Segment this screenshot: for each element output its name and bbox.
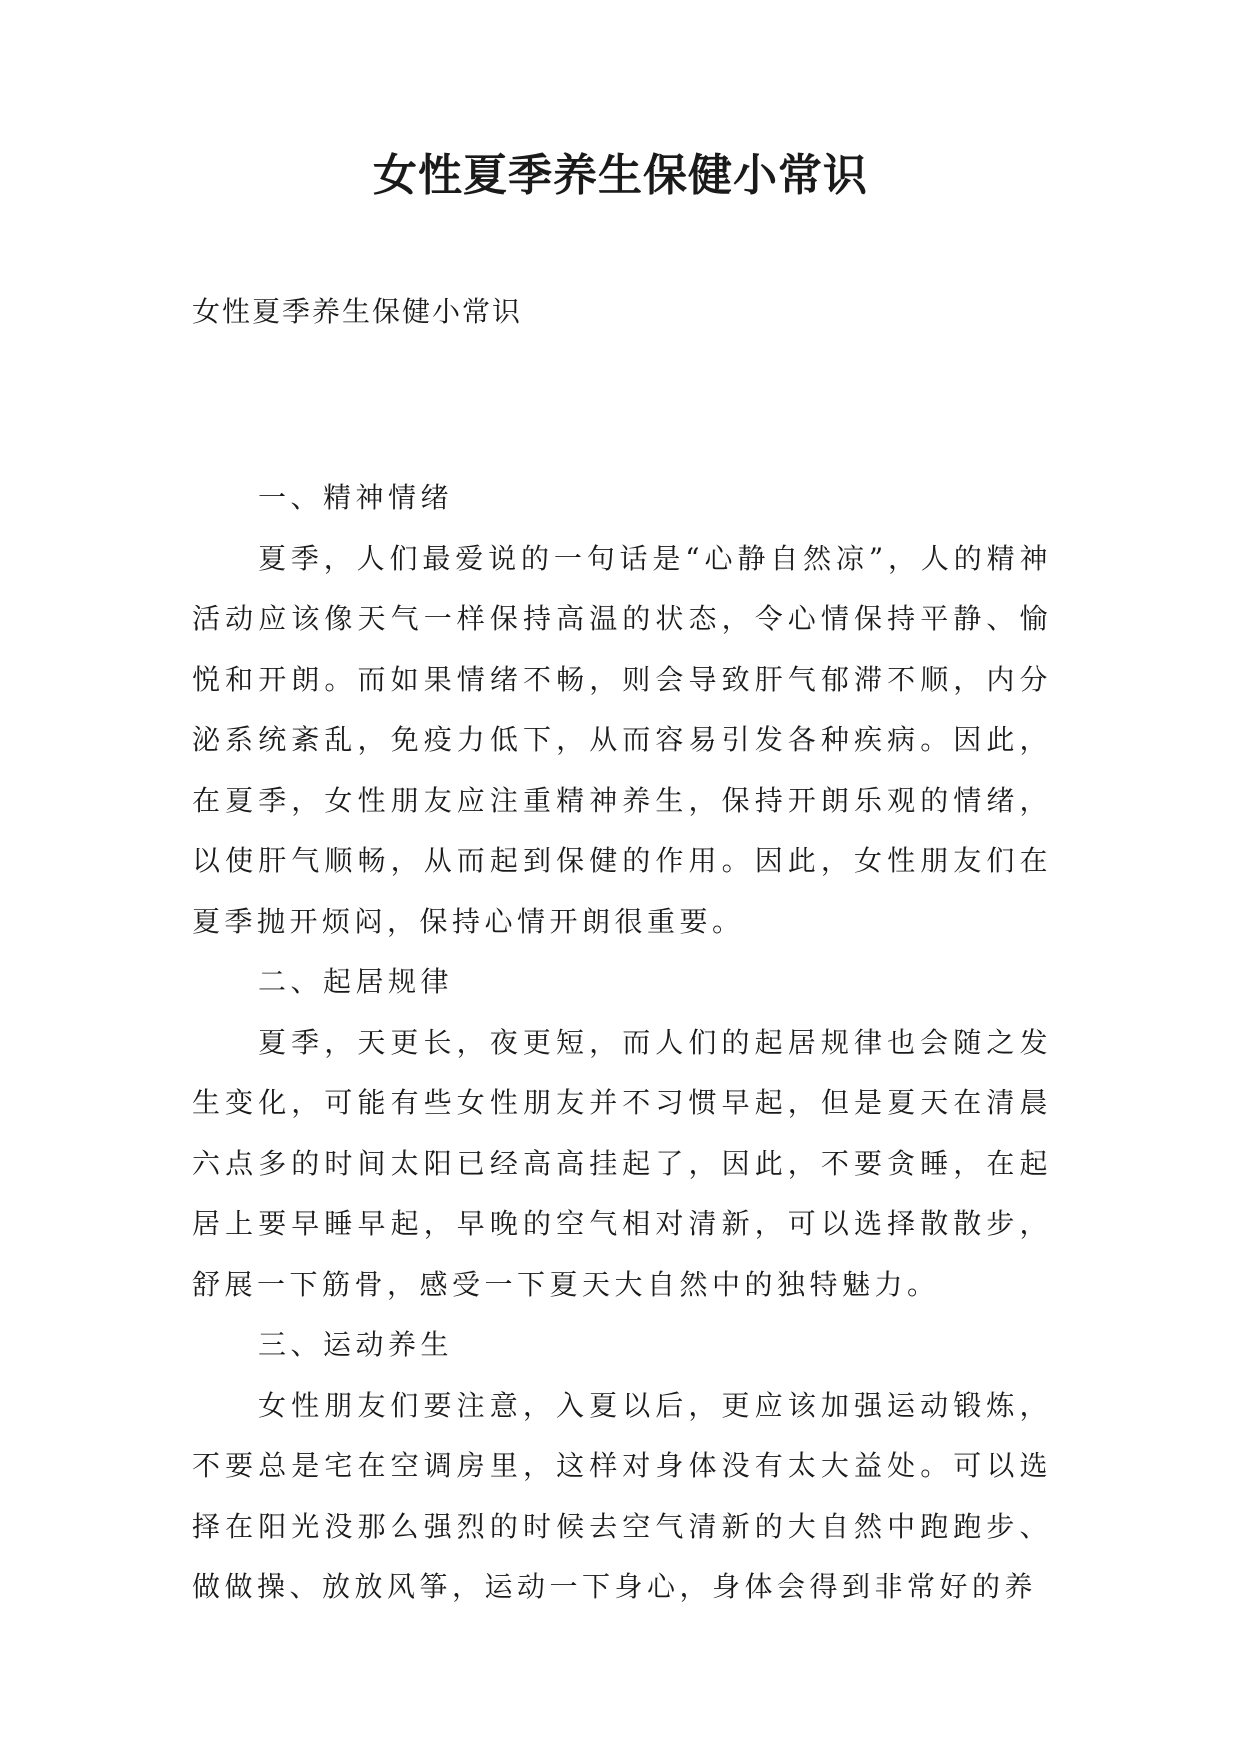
section-heading-2: 二、起居规律	[258, 965, 454, 998]
document-subtitle: 女性夏季养生保健小常识	[192, 295, 523, 328]
section-paragraph-2: 夏季，天更长，夜更短，而人们的起居规律也会随之发生变化，可能有些女性朋友并不习惯早起，但是夏天在清晨六点多的时间太阳已经高高挂起了，因此，不要贪睡，在起居上要早睡早起，早晚的空气相对清新，可以选择散散步，舒展一下筋骨，感受一下夏天大自然中的独特魅力。	[192, 1025, 1052, 1301]
section-heading-3: 三、运动养生	[258, 1328, 454, 1361]
section-paragraph-1: 夏季，人们最爱说的一句话是“心静自然凉”，人的精神活动应该像天气一样保持高温的状态，令心情保持平静、愉悦和开朗。而如果情绪不畅，则会导致肝气郁滞不顺，内分泌系统紊乱，免疫力低下，从而容易引发各种疾病。因此，在夏季，女性朋友应注重精神养生，保持开朗乐观的情绪，以使肝气顺畅，从而起到保健的作用。因此，女性朋友们在夏季抛开烦闷，保持心情开朗很重要。	[192, 541, 1052, 938]
section-paragraph-3: 女性朋友们要注意，入夏以后，更应该加强运动锻炼，不要总是宅在空调房里，这样对身体没有太大益处。可以选择在阳光没那么强烈的时候去空气清新的大自然中跑跑步、做做操、放放风筝，运动一下身心，身体会得到非常好的养	[192, 1388, 1052, 1603]
section-heading-1: 一、精神情绪	[258, 481, 454, 514]
document-title: 女性夏季养生保健小常识	[373, 150, 868, 201]
document-body	[192, 468, 1052, 1618]
